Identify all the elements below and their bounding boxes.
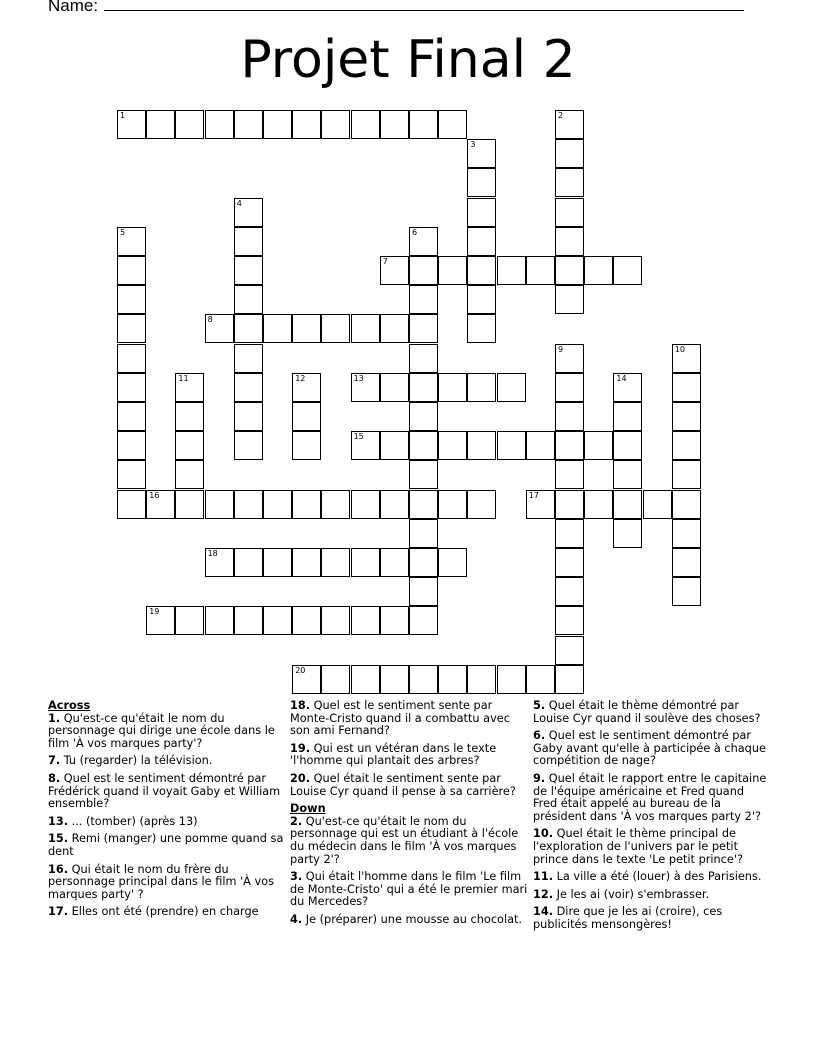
grid-cell[interactable] (351, 548, 380, 577)
clue-number: 9. (533, 771, 546, 785)
grid-cell[interactable] (146, 110, 175, 139)
clue-text: Elles ont été (prendre) en charge (68, 905, 259, 919)
clue-text: Quel était le thème démontré par Louise Cyr quand il soulève des choses? (533, 699, 761, 725)
grid-cell[interactable] (643, 490, 672, 519)
grid-cell[interactable] (613, 431, 642, 460)
grid-cell[interactable] (555, 606, 584, 635)
clue-number: 5 (120, 227, 126, 237)
grid-cell[interactable] (409, 344, 438, 373)
grid-cell[interactable] (117, 373, 146, 402)
across-clue (48, 906, 286, 919)
grid-cell[interactable] (117, 490, 146, 519)
clue-text: Dire que je les ai (croire), ces publicités mensongères! (533, 905, 723, 931)
clue-number: 12. (533, 887, 554, 901)
grid-cell[interactable] (613, 490, 642, 519)
grid-cell[interactable] (409, 314, 438, 343)
clues-column-3 (533, 700, 771, 937)
grid-cell[interactable] (438, 256, 467, 285)
grid-cell[interactable] (117, 344, 146, 373)
grid-cell[interactable] (555, 373, 584, 402)
clue-number: 3. (290, 870, 303, 884)
grid-cell[interactable] (263, 110, 292, 139)
grid-cell[interactable] (321, 110, 350, 139)
grid-cell[interactable] (321, 606, 350, 635)
grid-cell[interactable] (438, 548, 467, 577)
grid-cell[interactable] (234, 431, 263, 460)
grid-cell[interactable] (409, 285, 438, 314)
clue-number: 10. (533, 827, 554, 841)
grid-cell[interactable] (438, 373, 467, 402)
across-clue (290, 743, 528, 768)
grid-cell[interactable] (613, 519, 642, 548)
grid-cell[interactable] (146, 490, 175, 519)
grid-cell[interactable] (438, 490, 467, 519)
grid-cell[interactable] (234, 548, 263, 577)
down-clue (533, 906, 771, 931)
grid-cell[interactable] (351, 314, 380, 343)
grid-cell[interactable] (584, 490, 613, 519)
grid-cell[interactable] (555, 198, 584, 227)
grid-cell[interactable] (175, 606, 204, 635)
across-clue (48, 755, 286, 768)
grid-cell[interactable] (467, 490, 496, 519)
grid-cell[interactable] (380, 606, 409, 635)
down-clue (533, 889, 771, 902)
down-clue (290, 871, 528, 909)
grid-cell[interactable] (117, 227, 146, 256)
clue-number: 13. (48, 814, 69, 828)
across-clue (290, 700, 528, 738)
grid-cell[interactable] (292, 606, 321, 635)
grid-cell[interactable] (205, 606, 234, 635)
grid-cell[interactable] (467, 373, 496, 402)
grid-cell[interactable] (438, 110, 467, 139)
grid-cell[interactable] (409, 490, 438, 519)
name-label: Name: (48, 0, 99, 15)
grid-cell[interactable] (234, 314, 263, 343)
down-clue-list-continued (533, 700, 771, 932)
grid-cell[interactable] (380, 665, 409, 694)
grid-cell[interactable] (467, 665, 496, 694)
grid-cell[interactable] (292, 110, 321, 139)
grid-cell[interactable] (292, 314, 321, 343)
grid-cell[interactable] (351, 110, 380, 139)
grid-cell[interactable] (380, 110, 409, 139)
across-clue (290, 773, 528, 798)
grid-cell[interactable] (380, 548, 409, 577)
clue-number: 19 (149, 607, 160, 617)
clue-number: 16. (48, 862, 69, 876)
grid-cell[interactable] (409, 519, 438, 548)
grid-cell[interactable] (321, 548, 350, 577)
clue-text: Je les ai (voir) s'embrasser. (553, 887, 710, 901)
grid-cell[interactable] (672, 402, 701, 431)
clue-number: 20 (295, 665, 306, 675)
grid-cell[interactable] (409, 460, 438, 489)
grid-cell[interactable] (234, 256, 263, 285)
down-clue (533, 828, 771, 866)
clue-number: 3 (470, 140, 476, 150)
grid-cell[interactable] (146, 606, 175, 635)
grid-cell[interactable] (175, 373, 204, 402)
clue-number: 20. (290, 771, 311, 785)
clue-text: Qui était le nom du frère du personnage principal dans le film 'À vos marques party' ? (48, 862, 274, 901)
clue-number: 2 (558, 111, 564, 120)
grid-cell[interactable] (234, 606, 263, 635)
grid-cell[interactable] (555, 285, 584, 314)
clue-number: 15 (353, 432, 364, 442)
clue-number: 10 (674, 344, 685, 354)
grid-cell[interactable] (526, 490, 555, 519)
down-clue-list (290, 816, 528, 927)
clue-number: 8 (207, 315, 213, 325)
grid-cell[interactable] (351, 431, 380, 460)
clue-text: ... (tomber) (après 13) (68, 814, 198, 828)
grid-cell[interactable] (613, 402, 642, 431)
clue-number: 18 (207, 549, 218, 558)
clue-text: Remi (manger) une pomme quand sa dent (48, 832, 284, 858)
grid-cell[interactable] (117, 256, 146, 285)
clue-number: 7. (48, 754, 61, 768)
clue-text: Je (préparer) une mousse au chocolat. (302, 912, 523, 926)
across-clue-list (48, 713, 286, 919)
clue-number: 19. (290, 741, 311, 755)
grid-cell[interactable] (467, 168, 496, 197)
clues-column-1 (48, 700, 286, 924)
clue-number: 8. (48, 771, 61, 785)
clue-number: 12 (295, 373, 306, 383)
grid-cell[interactable] (175, 460, 204, 489)
grid-cell[interactable] (175, 402, 204, 431)
grid-cell[interactable] (321, 314, 350, 343)
clues-column-2 (290, 700, 528, 932)
grid-cell[interactable] (175, 490, 204, 519)
grid-cell[interactable] (234, 227, 263, 256)
grid-cell[interactable] (438, 665, 467, 694)
down-clue (290, 914, 528, 927)
grid-cell[interactable] (526, 665, 555, 694)
grid-cell[interactable] (321, 490, 350, 519)
clue-number: 16 (149, 490, 160, 500)
grid-cell[interactable] (672, 577, 701, 606)
clue-number: 17 (528, 490, 539, 500)
grid-cell[interactable] (380, 373, 409, 402)
grid-cell[interactable] (467, 227, 496, 256)
grid-cell[interactable] (351, 490, 380, 519)
grid-cell[interactable] (409, 402, 438, 431)
clue-number: 14. (533, 905, 554, 919)
grid-cell[interactable] (351, 665, 380, 694)
grid-cell[interactable] (409, 227, 438, 256)
grid-cell[interactable] (263, 490, 292, 519)
grid-cell[interactable] (292, 665, 321, 694)
grid-cell[interactable] (409, 577, 438, 606)
grid-cell[interactable] (409, 548, 438, 577)
grid-cell[interactable] (613, 373, 642, 402)
clue-number: 15. (48, 832, 69, 846)
grid-cell[interactable] (584, 256, 613, 285)
grid-cell[interactable] (438, 431, 467, 460)
grid-cell[interactable] (292, 402, 321, 431)
grid-cell[interactable] (409, 256, 438, 285)
page-title: Projet Final 2 (240, 30, 576, 90)
grid-cell[interactable] (555, 344, 584, 373)
grid-cell[interactable] (497, 373, 526, 402)
grid-cell[interactable] (175, 110, 204, 139)
clue-number: 6. (533, 729, 546, 743)
clue-text: Tu (regarder) la télévision. (60, 754, 213, 768)
down-clue (533, 773, 771, 823)
grid-cell[interactable] (672, 460, 701, 489)
grid-cell[interactable] (613, 460, 642, 489)
grid-cell[interactable] (205, 490, 234, 519)
grid-cell[interactable] (117, 431, 146, 460)
clue-number: 11 (178, 373, 189, 383)
grid-cell[interactable] (234, 285, 263, 314)
grid-cell[interactable] (555, 256, 584, 285)
clue-number: 6 (412, 227, 418, 237)
grid-cell[interactable] (351, 373, 380, 402)
grid-cell[interactable] (292, 373, 321, 402)
grid-cell[interactable] (263, 314, 292, 343)
grid-cell[interactable] (613, 256, 642, 285)
grid-cell[interactable] (555, 548, 584, 577)
grid-cell[interactable] (467, 314, 496, 343)
clue-number: 1 (120, 111, 126, 120)
across-clue-list-continued (290, 700, 528, 798)
grid-cell[interactable] (409, 110, 438, 139)
grid-cell[interactable] (526, 431, 555, 460)
across-clue (48, 713, 286, 751)
grid-cell[interactable] (672, 548, 701, 577)
grid-cell[interactable] (555, 636, 584, 665)
across-clue (48, 833, 286, 858)
grid-cell[interactable] (380, 314, 409, 343)
grid-cell[interactable] (205, 110, 234, 139)
grid-cell[interactable] (117, 314, 146, 343)
clue-number: 4. (290, 912, 303, 926)
clue-number: 1. (48, 711, 61, 725)
grid-cell[interactable] (555, 227, 584, 256)
grid-cell[interactable] (117, 402, 146, 431)
grid-cell[interactable] (292, 490, 321, 519)
grid-cell[interactable] (234, 373, 263, 402)
grid-cell[interactable] (555, 402, 584, 431)
grid-cell[interactable] (555, 577, 584, 606)
grid-cell[interactable] (467, 256, 496, 285)
grid-cell[interactable] (467, 198, 496, 227)
clue-text: Quel était le thème principal de l'exploration de l'univers par le petit prince dans le texte 'Le petit prince'? (533, 827, 743, 866)
grid-cell[interactable] (175, 431, 204, 460)
grid-cell[interactable] (497, 431, 526, 460)
grid-cell[interactable] (292, 431, 321, 460)
clue-number: 2. (290, 814, 303, 828)
clue-text: Quel est le sentiment démontré par Gaby avant qu'elle à participée à chaque compétition de nage? (533, 729, 766, 768)
down-clue (533, 871, 771, 884)
grid-cell[interactable] (263, 606, 292, 635)
clue-text: Quel est le sentiment sente par Monte-Cristo quand il a combattu avec son ami Fernand? (290, 699, 510, 738)
grid-cell[interactable] (467, 285, 496, 314)
grid-cell[interactable] (497, 665, 526, 694)
grid-cell[interactable] (555, 168, 584, 197)
clue-number: 18. (290, 699, 311, 712)
grid-cell[interactable] (234, 344, 263, 373)
clue-text: Quel était le sentiment sente par Louise Cyr quand il pense à sa carrière? (290, 771, 516, 798)
grid-cell[interactable] (292, 548, 321, 577)
grid-cell[interactable] (467, 431, 496, 460)
clue-number: 13 (353, 373, 364, 383)
clue-text: Qu'est-ce qu'était le nom du personnage qui est un étudiant à l'école du médecin dans le film 'À vos marques party 2'? (290, 814, 519, 866)
grid-cell[interactable] (555, 519, 584, 548)
grid-cell[interactable] (117, 460, 146, 489)
grid-cell[interactable] (526, 256, 555, 285)
clue-number: 14 (616, 373, 627, 383)
grid-cell[interactable] (117, 110, 146, 139)
grid-cell[interactable] (321, 665, 350, 694)
grid-cell[interactable] (467, 139, 496, 168)
across-clue (48, 773, 286, 811)
clue-number: 4 (236, 198, 242, 208)
grid-cell[interactable] (117, 285, 146, 314)
clue-text: Quel est le sentiment démontré par Frédérick quand il voyait Gaby et William ensemble? (48, 771, 281, 811)
clue-number: 9 (558, 344, 564, 354)
clue-number: 5. (533, 699, 546, 712)
clue-text: Quel était le rapport entre le capitaine de l'équipe américaine et Fred quand Fred était appelé au bureau de la président dans 'À vos marques party 2'? (533, 771, 767, 823)
grid-cell[interactable] (409, 373, 438, 402)
grid-cell[interactable] (555, 460, 584, 489)
grid-cell[interactable] (234, 402, 263, 431)
grid-cell[interactable] (672, 431, 701, 460)
grid-cell[interactable] (409, 606, 438, 635)
clue-text: La ville a été (louer) à des Parisiens. (553, 870, 762, 884)
clue-text: Qui est un vétéran dans le texte 'l'homme qui plantait des arbres? (290, 741, 497, 768)
down-clue (290, 816, 528, 866)
grid-cell[interactable] (263, 548, 292, 577)
down-clue (533, 730, 771, 768)
grid-cell[interactable] (555, 139, 584, 168)
across-clue (48, 864, 286, 902)
grid-cell[interactable] (497, 256, 526, 285)
clue-text: Qu'est-ce qu'était le nom du personnage qui dirige une école dans le film 'À vos marques party'? (48, 711, 275, 750)
clue-number: 11. (533, 870, 554, 884)
grid-cell[interactable] (672, 519, 701, 548)
grid-cell[interactable] (205, 314, 234, 343)
grid-cell[interactable] (555, 110, 584, 139)
grid-cell[interactable] (555, 665, 584, 694)
across-clue (48, 816, 286, 829)
grid-cell[interactable] (351, 606, 380, 635)
grid-cell[interactable] (380, 490, 409, 519)
grid-cell[interactable] (672, 490, 701, 519)
grid-cell[interactable] (380, 431, 409, 460)
grid-cell[interactable] (205, 548, 234, 577)
clue-number: 7 (382, 257, 388, 266)
clue-text: Qui était l'homme dans le film 'Le film de Monte-Cristo' qui a été le premier mari du Mercedes? (290, 870, 528, 909)
grid-cell[interactable] (672, 373, 701, 402)
grid-cell[interactable] (409, 665, 438, 694)
grid-cell[interactable] (409, 431, 438, 460)
grid-cell[interactable] (555, 431, 584, 460)
down-clue (533, 700, 771, 725)
clue-number: 17. (48, 905, 69, 919)
grid-cell[interactable] (672, 344, 701, 373)
grid-cell[interactable] (555, 490, 584, 519)
grid-cell[interactable] (380, 256, 409, 285)
grid-cell[interactable] (584, 431, 613, 460)
grid-cell[interactable] (234, 110, 263, 139)
across-heading: Across (48, 699, 91, 712)
grid-cell[interactable] (234, 198, 263, 227)
grid-cell[interactable] (234, 490, 263, 519)
down-heading: Down (290, 802, 326, 816)
